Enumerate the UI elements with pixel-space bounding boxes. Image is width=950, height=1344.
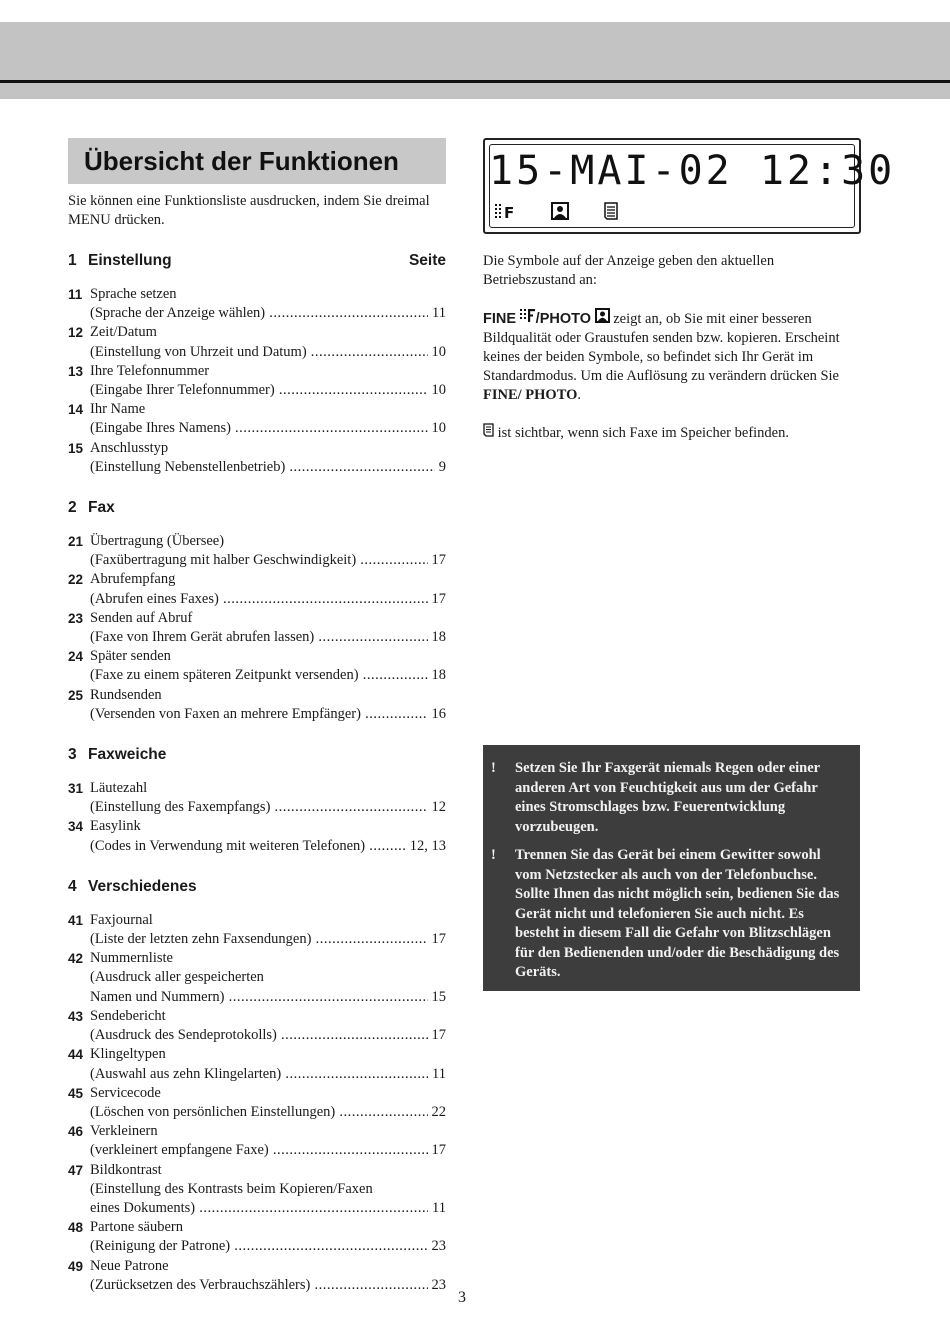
header-bar [0,22,950,80]
memory-text: ist sichtbar, wenn sich Faxe im Speicher befinden. [497,425,789,441]
function-entry [68,400,446,438]
exclamation-icon: ! [491,760,496,776]
function-code: 41 [68,912,84,928]
function-code: 21 [68,534,84,550]
page-reference: 22 [431,1103,446,1120]
function-entry [68,779,446,817]
function-entry [68,1084,446,1122]
section-number: 2 [68,499,77,517]
function-description: (Auswahl aus zehn Klingelarten) ..... [90,1065,428,1084]
warning-text: Setzen Sie Ihr Faxgerät niemals Regen oder einer anderen Art von Feuchtigkeit aus um der Gefahr eines Stromschlages bzw. Feuerentwicklung vorzubeugen. [515,760,820,835]
function-code: 34 [68,819,84,835]
page-reference: 18 [431,629,446,646]
function-name: Klingeltypen [90,1046,166,1063]
function-name: Sprache setzen [90,286,177,302]
function-name: Anschlusstyp [90,439,169,456]
section-title: Faxweiche [88,746,167,764]
function-description: (Einstellung des Faxempfangs) ..... [90,798,428,817]
page-reference: 10 [431,420,446,437]
page-title: Übersicht der Funktionen [84,145,399,176]
page-column-label: Seite [408,252,446,269]
photo-icon [551,202,569,224]
function-code: 44 [68,1047,84,1063]
function-name: Partone säubern [90,1219,184,1236]
page-reference: 12, 13 [409,837,446,854]
function-name: Ihre Telefonnummer [90,362,210,379]
function-code: 43 [68,1008,84,1024]
function-code: 45 [68,1085,84,1101]
page-reference: 10 [431,382,446,399]
function-entry [68,1218,446,1256]
section-number: 1 [68,252,77,269]
function-entry [68,817,446,855]
function-name: Faxjournal [90,911,153,928]
fine-photo-description: FINE /PHOTO zeigt an, ob Sie mit einer besseren Bildqualität oder Graustufen senden bzw. kopieren. Erscheint keines der beiden Symbole, so befindet sich Ihr Gerät im Standardmodus. Um die Auflösung zu verändern drücken Sie FINE/ PHOTO. [483,308,861,405]
function-description: (Faxübertragung mit halber Geschwindigkeit) ..... [90,551,428,570]
page-reference: 23 [431,1276,446,1293]
fine-photo-separator: / [535,311,540,327]
function-code: 22 [68,572,84,588]
function-name: Neue Patrone [90,1257,169,1274]
function-description: (Löschen von persönlichen Einstellungen) ..... [90,1103,428,1122]
fine-photo-text: zeigt an, ob Sie mit einer besseren Bildqualität oder Graustufen senden bzw. kopieren. Erscheint keines der beiden Symbole, so befindet sich Ihr Gerät im Standardmodus. Um die Auflösung zu verändern drücken Sie [483,311,840,384]
section-title: Verschiedenes [88,877,197,895]
function-description: (Eingabe Ihrer Telefonnummer) ..... [90,381,428,400]
page-number: 3 [458,1289,466,1306]
svg-text:F: F [504,204,515,220]
function-name: Läutezahl [90,780,148,797]
page-reference: 17 [431,590,446,607]
function-description: (Codes in Verwendung mit weiteren Telefonen) ..... [90,837,406,856]
fine-label: FINE [483,311,517,327]
function-entry [68,570,446,608]
safety-warning-box [483,745,860,991]
function-description: (Liste der letzten zehn Faxsendungen) ..... [90,930,428,949]
function-entry [68,686,446,724]
symbol-description [483,252,861,443]
page-reference: 11 [432,1065,446,1082]
function-code: 12 [68,325,84,341]
section-number: 4 [68,877,77,895]
function-code: 25 [68,687,84,703]
function-description: eines Dokuments) ..... [90,1199,428,1218]
intro-post: drücken. [110,212,165,228]
function-description: (Reinigung der Patrone) ..... [90,1237,428,1256]
exclamation-icon: ! [491,847,496,863]
function-name: Servicecode [90,1084,161,1101]
lcd-date-time: 15-MAI-02 12:30 [489,148,896,194]
section-heading [68,878,446,896]
function-entry [68,647,446,685]
fine-icon [520,308,536,323]
function-code: 14 [68,402,84,418]
page-reference: 11 [432,1199,446,1216]
page-title-box [68,138,446,184]
function-entry [68,1007,446,1045]
page-reference: 17 [431,552,446,569]
function-code: 13 [68,363,84,379]
function-code: 42 [68,951,84,967]
function-name: Ihr Name [90,401,146,418]
function-description: Namen und Nummern) ..... [90,988,428,1007]
function-name: Zeit/Datum [90,324,157,341]
function-entry [68,949,446,1007]
page-reference: 10 [431,343,446,360]
function-entry [68,911,446,949]
function-description: (Faxe von Ihrem Gerät abrufen lassen) ..... [90,628,428,647]
page-reference: 17 [431,1142,446,1159]
function-entry [68,439,446,477]
page-reference: 11 [432,305,446,322]
function-entry [68,609,446,647]
page-reference: 12 [431,799,446,816]
function-description: (verkleinert empfangene Faxe) ..... [90,1141,428,1160]
function-description: (Sprache der Anzeige wählen) ..... [90,304,428,323]
function-description: (Ausdruck aller gespeicherten [90,969,264,986]
function-code: 23 [68,610,84,626]
section-heading [68,499,446,517]
section-heading [68,746,446,764]
function-code: 48 [68,1220,84,1236]
function-name: Abrufempfang [90,571,176,588]
function-code: 31 [68,781,84,797]
photo-label: PHOTO [539,311,591,327]
function-entry [68,285,446,323]
function-entry [68,362,446,400]
function-description: (Eingabe Ihres Namens) ..... [90,419,428,438]
page-reference: 17 [431,931,446,948]
function-name: Rundsenden [90,686,162,703]
fine-icon [495,202,517,224]
page-reference: 9 [438,458,446,475]
warning-text: Trennen Sie das Gerät bei einem Gewitter sowohl vom Netzstecker als auch von der Telefonbuchse. Sollte Ihnen das nicht möglich sein, bedienen Sie das Gerät nicht und telefonieren Sie auch nicht. Es besteht in diesem Fall die Gefahr von Blitzschlägen für den Bedienenden und/oder die Beschädigung des Geräts. [515,847,840,980]
function-name: Bildkontrast [90,1161,162,1178]
function-code: 15 [68,440,84,456]
function-code: 49 [68,1258,84,1274]
warning-item [491,759,846,837]
function-name: Übertragung (Übersee) [90,533,225,550]
intro-pre: Sie können eine Funktionsliste ausdrucken, indem Sie dreimal [68,193,430,209]
function-code: 11 [68,287,83,302]
function-name: Verkleinern [90,1123,158,1140]
section-title: Einstellung [88,252,172,269]
function-description: (Einstellung von Uhrzeit und Datum) ..... [90,343,428,362]
function-code: 24 [68,649,84,665]
function-entry [68,532,446,570]
memory-icon [483,423,494,437]
photo-icon [595,308,610,323]
function-entry [68,1045,446,1083]
function-description: (Einstellung des Kontrasts beim Kopieren/Faxen [90,1180,373,1197]
function-code: 47 [68,1162,84,1178]
warning-item [491,846,846,983]
function-overview-column [68,138,446,1295]
page-reference: 23 [431,1238,446,1255]
menu-key: MENU [68,212,111,228]
memory-description [483,423,861,443]
lcd-display [483,138,896,234]
page-reference: 15 [431,988,446,1005]
function-description: (Einstellung Nebenstellenbetrieb) ..... [90,458,435,477]
header-bar-lower [0,83,950,99]
function-name: Nummernliste [90,950,173,967]
function-code: 46 [68,1124,84,1140]
function-entry [68,1122,446,1160]
function-description: (Versenden von Faxen an mehrere Empfänger) ..... [90,705,428,724]
function-name: Easylink [90,818,141,835]
function-description: (Ausdruck des Sendeprotokolls) ..... [90,1026,428,1045]
function-name: Senden auf Abruf [90,609,193,626]
function-description: (Faxe zu einem späteren Zeitpunkt versenden) ..... [90,666,428,685]
section-number: 3 [68,746,77,764]
memory-icon [603,202,619,224]
lcd-icons [495,202,619,224]
page-reference: 18 [431,667,446,684]
function-entry [68,1257,446,1295]
function-entry [68,1161,446,1219]
function-entry [68,323,446,361]
function-description: (Abrufen eines Faxes) ..... [90,590,428,609]
function-name: Später senden [90,648,171,665]
section-heading [68,252,446,270]
page-reference: 16 [431,705,446,722]
fine-photo-key: FINE/ PHOTO [483,387,578,403]
function-description: (Zurücksetzen des Verbrauchszählers) ..... [90,1276,428,1295]
symbols-intro: Die Symbole auf der Anzeige geben den aktuellen Betriebszustand an: [483,253,775,288]
section-title: Fax [88,499,115,517]
function-name: Sendebericht [90,1007,166,1024]
intro-text [68,192,446,230]
function-sections [68,252,446,1295]
display-column [483,138,896,461]
page-reference: 17 [431,1027,446,1044]
